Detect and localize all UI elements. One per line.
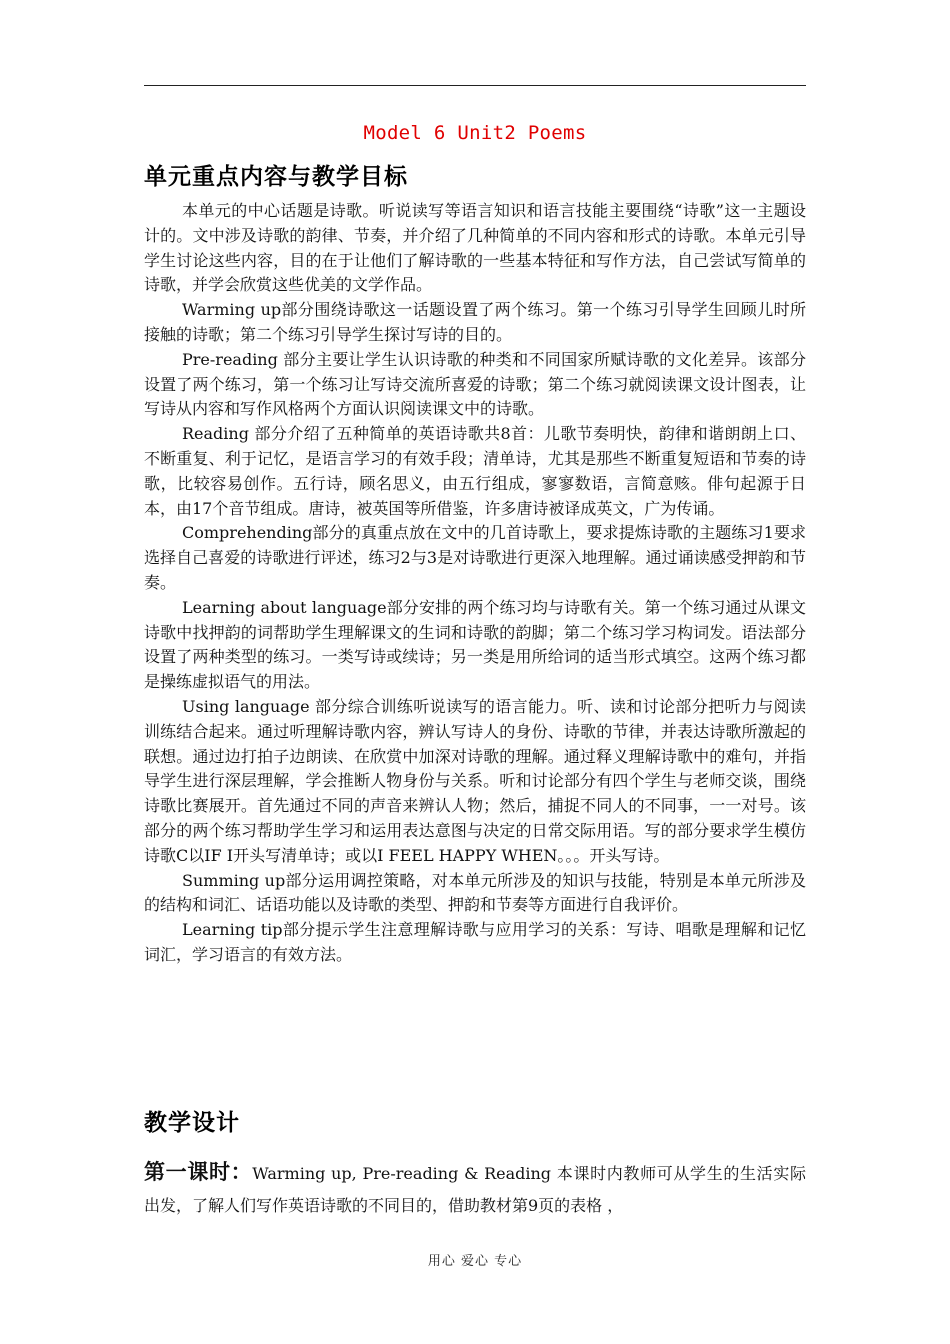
paragraph: Learning about language部分安排的两个练习均与诗歌有关。第一个练习通过从课文诗歌中找押韵的词帮助学生理解课文的生词和诗歌的韵脚；第二个练习学习构词发。语法部分设置了两种类型的练习。一类写诗或续诗；另一类是用所给词的适当形式填空。这两个练习都是操练虚拟语气的用法。 xyxy=(144,597,806,692)
paragraph: Summing up部分运用调控策略，对本单元所涉及的知识与技能，特别是本单元所涉及的结构和词汇、话语功能以及诗歌的类型、押韵和节奏等方面进行自我评价。 xyxy=(144,870,806,915)
section-heading-teaching-design: 教学设计 xyxy=(144,1110,240,1136)
paragraph: Pre-reading 部分主要让学生认识诗歌的种类和不同国家所赋诗歌的文化差异。该部分设置了两个练习，第一个练习让写诗交流所喜爱的诗歌；第二个练习就阅读课文设计图表，让写诗从内容和写作风格两个方面认识阅读课文中的诗歌。 xyxy=(144,349,806,419)
header-rule xyxy=(144,85,806,86)
paragraph: Reading 部分介绍了五种简单的英语诗歌共8首：儿歌节奏明快，韵律和谐朗朗上口、不断重复、利于记忆，是语言学习的有效手段；清单诗，尤其是那些不断重复短语和节奏的诗歌，比较容易创作。五行诗，顾名思义，由五行组成，寥寥数语，言简意赅。俳句起源于日本，由17个音节组成。唐诗，被英国等所借鉴，许多唐诗被译成英文，广为传诵。 xyxy=(144,424,806,518)
page-footer: 用心 爱心 专心 xyxy=(427,1254,523,1269)
lesson-one-label: 第一课时： xyxy=(144,1160,253,1184)
lesson-one xyxy=(144,1156,806,1222)
document-title: Model 6 Unit2 Poems xyxy=(363,122,587,144)
lesson-one-text: Warming up, Pre-reading & Reading 本课时内教师可从学生的生活实际出发，了解人们写作英语诗歌的不同目的，借助教材第9页的表格 ， xyxy=(144,1164,806,1215)
objectives-body xyxy=(144,199,806,968)
paragraph: Comprehending部分的真重点放在文中的几首诗歌上，要求提炼诗歌的主题练习1要求选择自己喜爱的诗歌进行评述，练习2与3是对诗歌进行更深入地理解。通过诵读感受押韵和节奏。 xyxy=(144,523,806,592)
section-heading-objectives: 单元重点内容与教学目标 xyxy=(144,164,408,190)
paragraph: Learning tip部分提示学生注意理解诗歌与应用学习的关系：写诗、唱歌是理解和记忆词汇，学习语言的有效方法。 xyxy=(144,920,806,964)
paragraph: Using language 部分综合训练听说读写的语言能力。听、读和讨论部分把听力与阅读训练结合起来。通过听理解诗歌内容，辨认写诗人的身份、诗歌的节律，并表达诗歌所激起的联想。通过边打拍子边朗读、在欣赏中加深对诗歌的理解。通过释义理解诗歌中的难句，并指导学生进行深层理解，学会推断人物身份与关系。听和讨论部分有四个学生与老师交谈，围绕诗歌比赛展开。首先通过不同的声音来辨认人物；然后，捕捉不同人的不同事，一一对号。该部分的两个练习帮助学生学习和运用表达意图与决定的日常交际用语。写的部分要求学生模仿诗歌C以IF I开头写清单诗；或以I FEEL HAPPY WHEN。。。开头写诗。 xyxy=(144,696,806,865)
paragraph: 本单元的中心话题是诗歌。听说读写等语言知识和语言技能主要围绕“诗歌”这一主题设计的。文中涉及诗歌的韵律、节奏，并介绍了几种简单的不同内容和形式的诗歌。本单元引导学生讨论这些内容，目的在于让他们了解诗歌的一些基本特征和写作方法，自己尝试写简单的诗歌，并学会欣赏这些优美的文学作品。 xyxy=(144,201,806,295)
paragraph: Warming up部分围绕诗歌这一话题设置了两个练习。第一个练习引导学生回顾儿时所接触的诗歌；第二个练习引导学生探讨写诗的目的。 xyxy=(144,300,806,344)
